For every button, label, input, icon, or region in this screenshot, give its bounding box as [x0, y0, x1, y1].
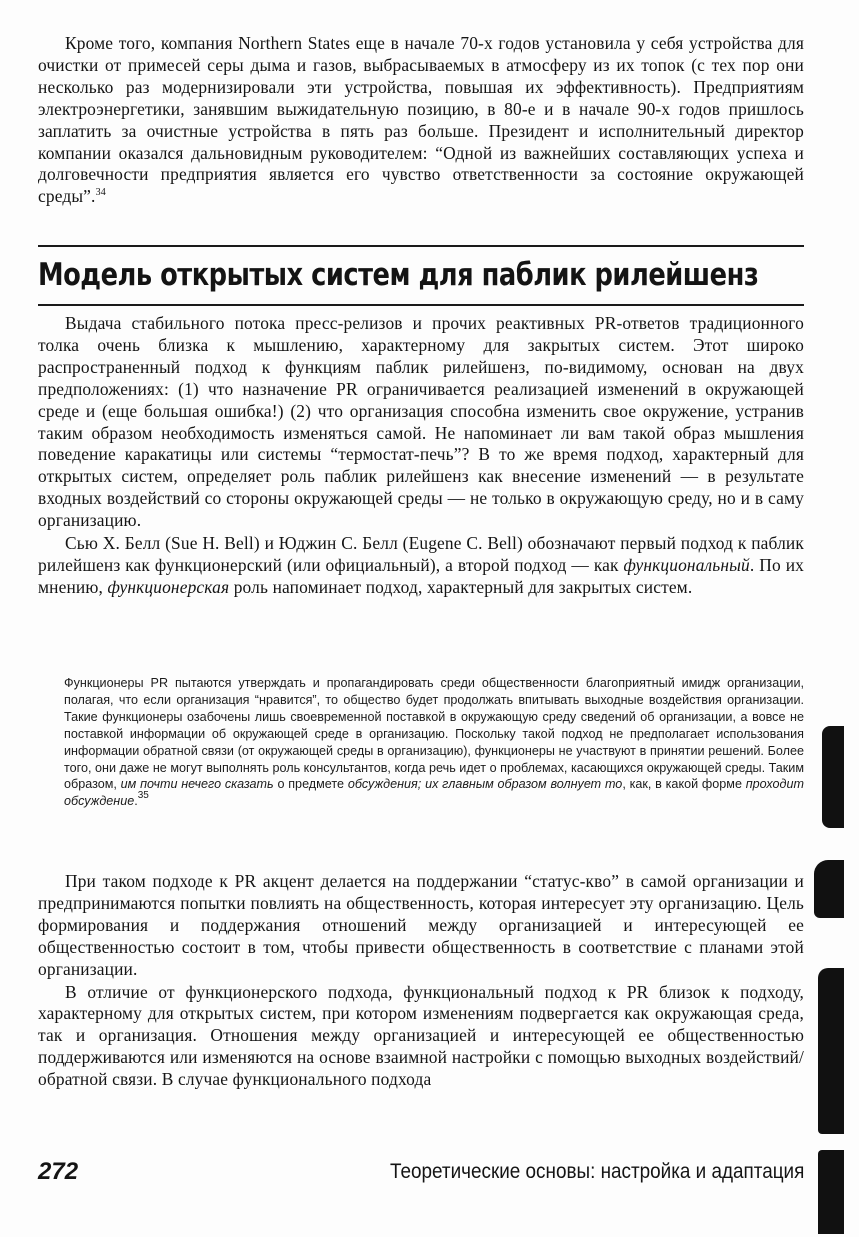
scan-edge-mark	[822, 726, 844, 828]
intro-paragraph	[38, 33, 804, 208]
bell-text-3: роль напоминает подход, характерный для закрытых систем.	[229, 576, 693, 597]
intro-section	[38, 33, 804, 208]
heading-rule-bottom	[38, 304, 804, 306]
bell-text-2: . По их мнению,	[38, 554, 804, 597]
page-number: 272	[38, 1158, 79, 1185]
scan-edge-mark	[818, 1150, 844, 1234]
paragraph-functional-approach: В отличие от функционерского подхода, функциональный подход к PR близок к подходу, характерному для открытых систем, при котором изменениям подвергается как окружающая среда, так и организация. Отношения между организацией и интересующей ее общественностью поддерживаются или изменяются на основе взаимной настройки с помощью выходных воздействий/обратной связи. В случае функционального подхода	[38, 981, 804, 1090]
scan-edge-mark	[818, 968, 844, 1134]
quote-text-4: .	[134, 794, 138, 809]
body-section-a	[38, 313, 804, 599]
running-title: Теоретические основы: настройка и адаптация	[389, 1160, 804, 1183]
section-heading: Модель открытых систем для паблик рилейшенз	[38, 257, 759, 293]
quote-emphasis-1: им почти нечего сказать	[120, 777, 274, 792]
body-section-b	[38, 871, 804, 1091]
quote-text-2: о предмете	[273, 777, 348, 792]
quote-text-3: , как, в какой форме	[622, 777, 746, 792]
quote-text-1: Функционеры PR пытаются утверждать и пропагандировать среди общественности благоприятный имидж организации, полагая, что если организация “нравится”, то общество будет продолжать впитывать выходные воздействия организации. Такие функционеры озабочены лишь своевременной поставкой в окружающую среду сведений об организации, а вовсе не поставкой информации об окружающей среде в организацию. Поскольку такой подход не предполагает использования информации обратной связи (от окружающей среды в организацию), функционеры не участвуют в принятии решений. Более того, они даже не могут выполнять роль консультантов, когда речь идет о проблемах, касающихся окружающей среды. Таким образом,	[64, 676, 804, 792]
page-footer	[38, 1156, 804, 1188]
intro-text: Кроме того, компания Northern States еще в начале 70-х годов установила у себя устройства для очистки от примесей серы дыма и газов, выбрасываемых в атмосферу из их топок (с тех пор они несколько раз модернизировали эти устройства, повышая их эффективность). Предприятиям электроэнергетики, занявшим выжидательную позицию, в 80-е и в начале 90-х годов пришлось заплатить за очистные устройства в пять раз больше. Президент и исполнительный директор компании оказался дальновидным руководителем: “Одной из важнейших составляющих успеха и долговечности предприятия является его чувство ответственности за состояние окружающей среды”.	[38, 33, 804, 207]
heading-rule-top	[38, 245, 804, 247]
footnote-ref-34: 34	[95, 187, 106, 199]
bell-emphasis-functional: функциональный	[623, 554, 750, 575]
scan-edge-mark	[814, 860, 844, 918]
quote-emphasis-2: обсуждения; их главным образом волнует то	[347, 777, 623, 792]
block-quote	[64, 675, 804, 810]
footnote-ref-35: 35	[137, 790, 149, 802]
bell-emphasis-functionary: функционерская	[107, 576, 230, 597]
paragraph-closed-systems: Выдача стабильного потока пресс-релизов и прочих реактивных PR-ответов традиционного толка очень близка к мышлению, характерному для закрытых систем. Этот широко распространенный подход к функциям паблик рилейшенз, по-видимому, основан на двух предположениях: (1) что назначение PR ограничивается реализацией изменений в окружающей среде и (еще большая ошибка!) (2) что организация способна изменить свое окружение, устранив таким образом необходимость изменяться самой. Не напоминает ли вам такой образ мышления поведение каракатицы или системы “термостат-печь”? В то же время подход, характерный для открытых систем, определяет роль паблик рилейшенз как внесение изменений — в результате входных воздействий со стороны окружающей среды — не только в окружающую среду, но и в саму организацию.	[38, 313, 804, 531]
bell-text-1: Сью Х. Белл (Sue H. Bell) и Юджин С. Белл (Eugene C. Bell) обозначают первый подход к паблик рилейшенз как функционерский (или официальный), а второй подход — как	[38, 533, 804, 575]
quote-emphasis-3: проходит обсуждение	[64, 777, 805, 809]
paragraph-status-quo: При таком подходе к PR акцент делается на поддержании “статус-кво” в самой организации и предпринимаются попытки повлиять на общественность, которая интересует эту организацию. Цель формирования и поддержания отношений между организацией и интересующей ее общественностью состоит в том, чтобы привести общественность в соответствие с планами этой организации.	[38, 871, 804, 979]
paragraph-bell	[38, 533, 804, 599]
